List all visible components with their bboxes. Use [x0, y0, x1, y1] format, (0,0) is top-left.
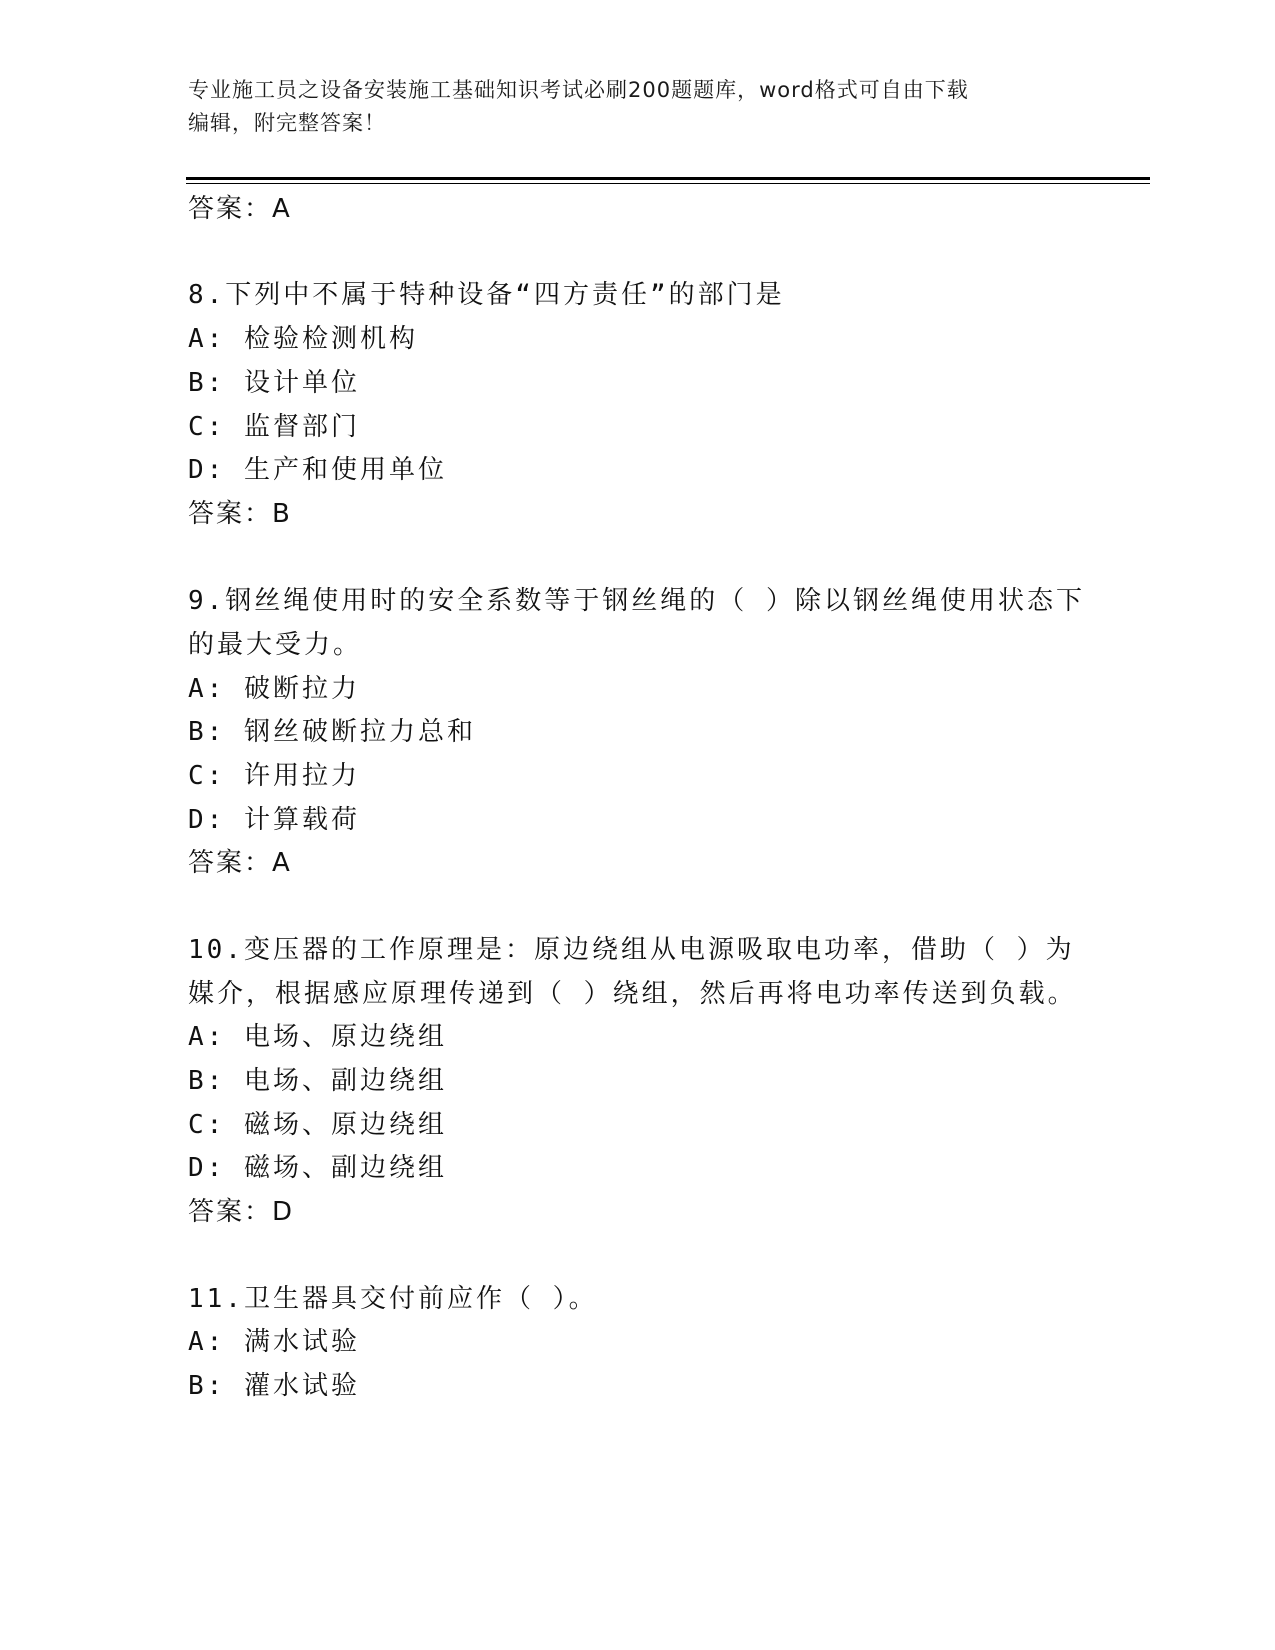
question-8-answer: 答案：B [188, 499, 292, 529]
question-10-option-b: B: 电场、副边绕组 [188, 1066, 447, 1096]
question-8-option-d: D: 生产和使用单位 [188, 455, 447, 485]
question-9-option-c: C: 许用拉力 [188, 761, 360, 791]
question-8-option-a: A: 检验检测机构 [188, 324, 418, 354]
header-line-1: 专业施工员之设备安装施工基础知识考试必刷200题题库，word格式可自由下载 [188, 78, 969, 102]
question-10-stem-line-1: 10.变压器的工作原理是：原边绕组从电源吸取电功率，借助（ ）为 [188, 935, 1075, 965]
question-9-option-a: A: 破断拉力 [188, 674, 360, 704]
question-8-option-c: C: 监督部门 [188, 412, 360, 442]
answer-prev: 答案：A [188, 194, 292, 224]
header-rule-thin [186, 183, 1150, 184]
question-8-stem: 8.下列中不属于特种设备“四方责任”的部门是 [188, 280, 785, 310]
question-9-stem-line-2: 的最大受力。 [188, 630, 363, 660]
question-10-answer: 答案：D [188, 1197, 295, 1227]
document-header [188, 74, 1068, 140]
question-9-answer: 答案：A [188, 848, 292, 878]
question-10-option-d: D: 磁场、副边绕组 [188, 1153, 447, 1183]
question-11-option-a: A: 满水试验 [188, 1327, 360, 1357]
question-9-option-b: B: 钢丝破断拉力总和 [188, 717, 476, 747]
question-8-option-b: B: 设计单位 [188, 368, 360, 398]
question-11-stem: 11.卫生器具交付前应作（ ）。 [188, 1284, 598, 1314]
question-9-stem-line-1: 9.钢丝绳使用时的安全系数等于钢丝绳的（ ）除以钢丝绳使用状态下 [188, 586, 1085, 616]
question-11-option-b: B: 灌水试验 [188, 1371, 360, 1401]
header-rule-thick [186, 177, 1150, 180]
header-line-2: 编辑，附完整答案！ [188, 111, 386, 135]
question-10-option-c: C: 磁场、原边绕组 [188, 1110, 447, 1140]
question-10-stem-line-2: 媒介，根据感应原理传递到（ ）绕组，然后再将电功率传送到负载。 [188, 979, 1077, 1009]
question-9-option-d: D: 计算载荷 [188, 805, 360, 835]
question-10-option-a: A: 电场、原边绕组 [188, 1022, 447, 1052]
